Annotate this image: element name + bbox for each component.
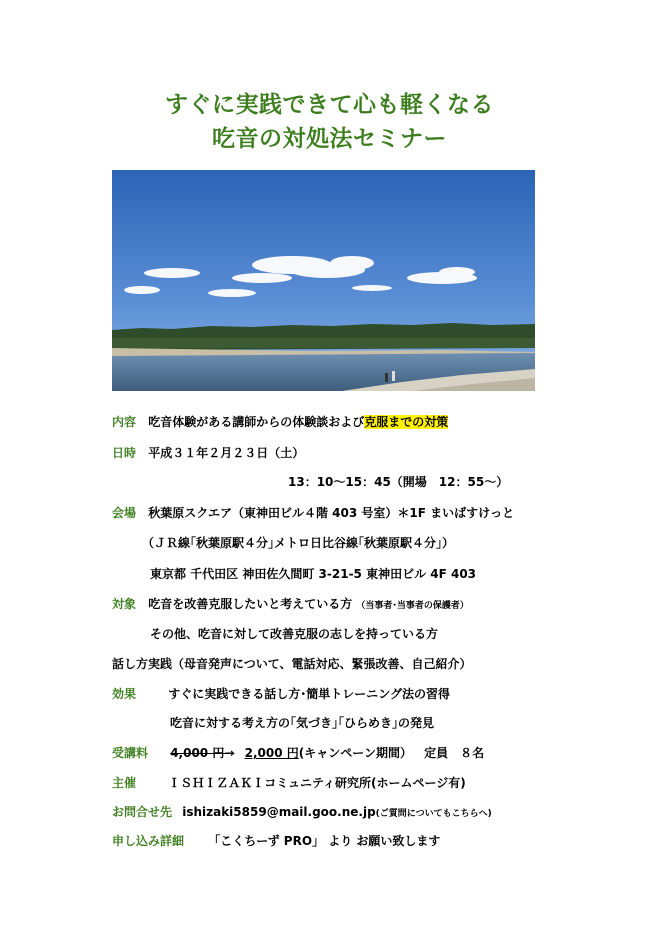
target-row bbox=[112, 596, 469, 614]
effect-text-1: すぐに実践できる話し方･簡単トレーニング法の習得 bbox=[168, 687, 450, 701]
organizer-row bbox=[112, 775, 466, 791]
fee-new-price: 2,000 円 bbox=[244, 746, 299, 760]
river-landscape-image bbox=[112, 170, 535, 391]
datetime-row bbox=[112, 445, 304, 461]
datetime-date: 平成３１年２月２３日（土） bbox=[148, 446, 305, 460]
fee-campaign: (キャンペーン期間） bbox=[298, 746, 412, 760]
effect-label: 効果 bbox=[112, 687, 137, 701]
effect-row bbox=[112, 686, 450, 702]
datetime-time: 13：10～15：45（開場 12：55～） bbox=[288, 475, 509, 489]
venue-access: （ＪＲ線｢秋葉原駅４分｣メトロ日比谷線｢秋葉原駅４分｣） bbox=[142, 536, 455, 550]
content-highlight: 克服までの対策 bbox=[364, 415, 449, 429]
content-text: 吃音体験がある講師からの体験談および bbox=[148, 415, 365, 429]
apply-text: 「こくちーず PRO」 より お願い致します bbox=[208, 834, 441, 848]
datetime-label: 日時 bbox=[112, 446, 137, 460]
content-row bbox=[112, 414, 448, 430]
apply-label: 申し込み詳細 bbox=[112, 834, 185, 848]
organizer-text: ＩＳＨＩＺＡＫＩコミュニティ研究所(ホームページ有) bbox=[168, 776, 466, 790]
venue-row bbox=[112, 505, 514, 521]
target-label: 対象 bbox=[112, 597, 137, 611]
practice-row: 話し方実践（母音発声について、電話対応、緊張改善、自己紹介） bbox=[112, 657, 472, 671]
fee-label: 受講料 bbox=[112, 746, 149, 760]
fee-capacity: 定員 ８名 bbox=[424, 746, 485, 760]
contact-label: お問合せ先 bbox=[112, 805, 173, 819]
target-note: （当事者･当事者の保護者） bbox=[356, 601, 469, 611]
target-text-2: その他、吃音に対して改善克服の志しを持っている方 bbox=[150, 627, 439, 641]
contact-note: (ご質問についてもこちらへ) bbox=[375, 809, 492, 819]
title-line-2: 吃音の対処法セミナー bbox=[212, 126, 447, 152]
fee-row bbox=[112, 745, 484, 761]
organizer-label: 主催 bbox=[112, 776, 137, 790]
title-line-1: すぐに実践できて心も軽くなる bbox=[165, 92, 494, 118]
apply-row bbox=[112, 833, 440, 849]
venue-address: 東京都 千代田区 神田佐久間町 3-21-5 東神田ビル 4F 403 bbox=[150, 567, 477, 581]
content-label: 内容 bbox=[112, 415, 137, 429]
contact-row bbox=[112, 804, 492, 822]
contact-email[interactable]: ishizaki5859@mail.goo.ne.jp bbox=[182, 805, 376, 819]
venue-name: 秋葉原スクエア（東神田ビル４階 403 号室）＊1F まいばすけっと bbox=[148, 506, 515, 520]
effect-text-2: 吃音に対する考え方の｢気づき｣｢ひらめき｣の発見 bbox=[170, 716, 435, 730]
venue-label: 会場 bbox=[112, 506, 137, 520]
fee-old-price: 4,000 円→ bbox=[170, 746, 235, 760]
target-text: 吃音を改善克服したいと考えている方 bbox=[148, 597, 353, 611]
